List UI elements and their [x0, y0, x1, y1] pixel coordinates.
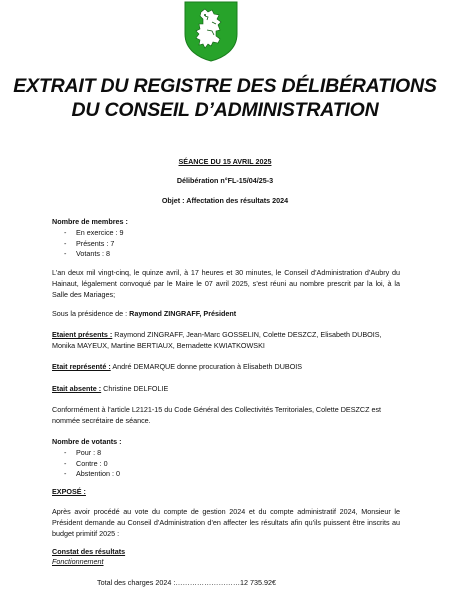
represente-line: [52, 362, 400, 373]
secretaire-paragraph: Conformément à l’article L2121-15 du Code Général des Collectivités Territoriales, Colette DESZCZ est nommée secrétaire de séance.: [52, 405, 382, 425]
votants-heading: Nombre de votants :: [52, 437, 122, 446]
represente-text: André DEMARQUE donne procuration à Elisabeth DUBOIS: [110, 362, 303, 371]
expose-heading: EXPOSÉ :: [52, 487, 86, 496]
absente-label: Etait absente :: [52, 384, 102, 393]
list-item: - En exercice : 9: [64, 227, 124, 237]
membres-section: [52, 217, 400, 260]
intro-paragraph: L’an deux mil vingt-cinq, le quinze avril, à 17 heures et 30 minutes, le Conseil d’Administration d’Aubry du Hainaut, légalement convoqué par le Maire le 07 avril 2025, s’est réuni au nombre prescrit par la loi, à la Salle des Mariages;: [52, 268, 400, 299]
title-line-2: DU CONSEIL D’ADMINISTRATION: [71, 99, 379, 121]
expose-paragraph: Après avoir procédé au vote du compte de gestion 2024 et du compte administratif 2024, Monsieur le Président demande au Conseil d’Administration d’en affecter les résultats afin qu’ils puissent être inscrits au budget primitif 2025 :: [52, 507, 400, 538]
represente-label: Etait représenté :: [52, 362, 111, 371]
fonctionnement-subheading: Fonctionnement: [52, 557, 104, 566]
constat-heading: Constat des résultats: [52, 547, 126, 556]
presents-label: Etaient présents :: [52, 330, 113, 339]
seance-date: SÉANCE DU 15 AVRIL 2025: [178, 157, 272, 166]
membres-heading: Nombre de membres :: [52, 217, 128, 226]
absente-text: Christine DELFOLIE: [101, 384, 169, 393]
votants-section: [52, 437, 400, 480]
document-title: [0, 74, 450, 122]
coat-of-arms-lion-icon: [181, 0, 241, 62]
president-name: Raymond ZINGRAFF, Président: [129, 309, 237, 318]
objet-line: Objet : Affectation des résultats 2024: [161, 196, 289, 205]
list-item: - Votants : 8: [64, 249, 110, 259]
list-item: - Contre : 0: [64, 458, 108, 468]
list-item: - Pour : 8: [64, 447, 102, 457]
presents-names: Raymond ZINGRAFF, Jean-Marc GOSSELIN, Colette DESZCZ, Elisabeth DUBOIS, Monika MAYEUX, Martine BERTIAUX, Bernadette KWIATKOWSKI: [52, 330, 382, 350]
presidence-prefix: Sous la présidence de :: [52, 309, 130, 318]
absente-line: [52, 384, 400, 395]
deliberation-number: Délibération n°FL-15/04/25-3: [176, 176, 274, 185]
presidence-line: [52, 309, 400, 320]
total-charges-line: Total des charges 2024 :………………………12 735.92€: [97, 578, 276, 587]
title-line-1: EXTRAIT DU REGISTRE DES DÉLIBÉRATIONS: [13, 75, 437, 97]
presents-paragraph: [52, 330, 400, 352]
list-item: - Abstention : 0: [64, 469, 120, 479]
list-item: - Présents : 7: [64, 238, 115, 248]
